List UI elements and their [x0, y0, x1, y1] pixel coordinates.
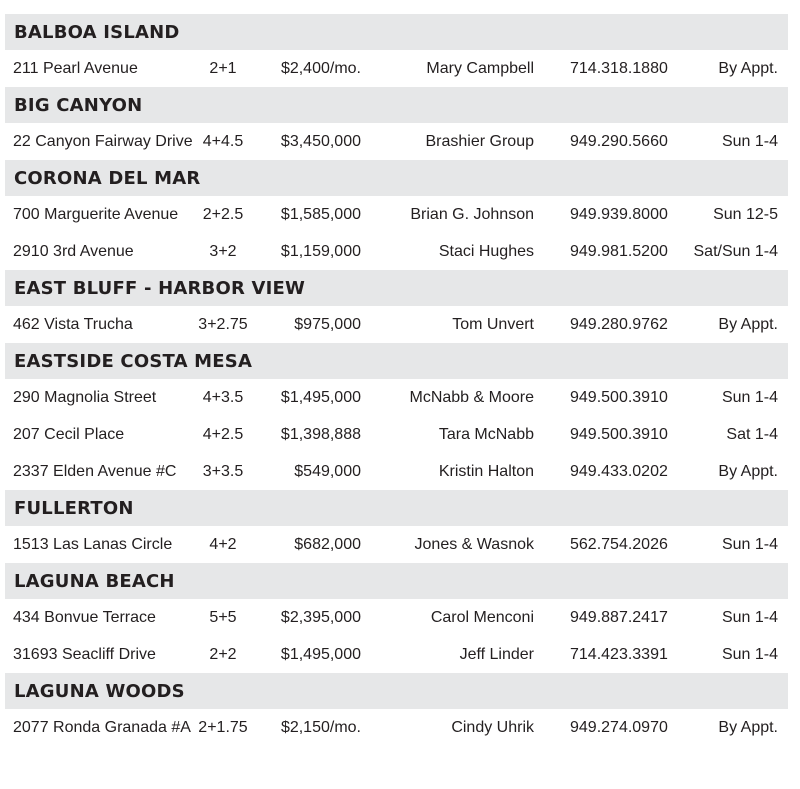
listing-open-time: By Appt.	[718, 718, 778, 736]
listing-beds-baths: 5+5	[209, 608, 237, 626]
listing-row	[5, 233, 788, 270]
listing-beds-baths: 4+4.5	[202, 132, 244, 150]
listing-phone: 949.981.5200	[570, 242, 668, 260]
listing-price: $1,585,000	[280, 205, 361, 223]
listing-open-time: Sun 1-4	[721, 132, 778, 150]
listing-beds-baths: 2+2.5	[202, 205, 244, 223]
listing-beds-baths: 4+2.5	[202, 425, 244, 443]
listing-beds-baths: 2+2	[209, 645, 237, 663]
listing-phone: 562.754.2026	[570, 535, 668, 553]
listing-beds-baths: 2+1	[209, 59, 237, 77]
listing-open-time: Sun 1-4	[721, 388, 778, 406]
listing-phone: 949.433.0202	[570, 462, 668, 480]
open-house-listings	[5, 14, 788, 746]
listing-address: 1513 Las Lanas Circle	[13, 535, 173, 553]
listing-row	[5, 709, 788, 746]
listing-phone: 714.423.3391	[570, 645, 668, 663]
listing-phone: 949.274.0970	[570, 718, 668, 736]
section-header: BIG CANYON	[5, 87, 788, 123]
listing-price: $1,495,000	[280, 645, 361, 663]
listing-phone: 949.290.5660	[570, 132, 668, 150]
listing-address: 290 Magnolia Street	[13, 388, 157, 406]
section-header: EASTSIDE COSTA MESA	[5, 343, 788, 379]
listing-open-time: Sun 12-5	[713, 205, 778, 223]
listing-phone: 949.887.2417	[570, 608, 668, 626]
listing-price: $975,000	[294, 315, 361, 333]
section-header: CORONA DEL MAR	[5, 160, 788, 196]
listing-row	[5, 196, 788, 233]
listing-agent: Cindy Uhrik	[451, 718, 534, 736]
section-header: LAGUNA WOODS	[5, 673, 788, 709]
listing-beds-baths: 3+2	[209, 242, 237, 260]
listing-address: 434 Bonvue Terrace	[13, 608, 156, 626]
listing-price: $2,395,000	[280, 608, 361, 626]
section-header: FULLERTON	[5, 490, 788, 526]
listing-open-time: Sun 1-4	[721, 535, 778, 553]
listing-phone: 949.939.8000	[570, 205, 668, 223]
listing-beds-baths: 3+3.5	[202, 462, 244, 480]
listing-agent: Brashier Group	[425, 132, 534, 150]
listing-row	[5, 123, 788, 160]
listing-address: 207 Cecil Place	[13, 425, 125, 443]
listing-agent: McNabb & Moore	[409, 388, 534, 406]
listing-price: $1,495,000	[280, 388, 361, 406]
listing-row	[5, 50, 788, 87]
listing-address: 2910 3rd Avenue	[13, 242, 134, 260]
listing-price: $2,400/mo.	[280, 59, 361, 77]
listing-price: $2,150/mo.	[280, 718, 361, 736]
listing-address: 700 Marguerite Avenue	[13, 205, 179, 223]
section-header: EAST BLUFF - HARBOR VIEW	[5, 270, 788, 306]
listing-beds-baths: 4+2	[209, 535, 237, 553]
listing-address: 462 Vista Trucha	[13, 315, 133, 333]
section-header: BALBOA ISLAND	[5, 14, 788, 50]
listing-agent: Brian G. Johnson	[410, 205, 534, 223]
section-header: LAGUNA BEACH	[5, 563, 788, 599]
listing-phone: 949.500.3910	[570, 425, 668, 443]
listing-beds-baths: 2+1.75	[198, 718, 248, 736]
listing-agent: Tara McNabb	[438, 425, 534, 443]
listing-row	[5, 416, 788, 453]
listing-row	[5, 306, 788, 343]
listing-phone: 714.318.1880	[570, 59, 668, 77]
listing-agent: Jones & Wasnok	[414, 535, 534, 553]
listing-row	[5, 379, 788, 416]
listing-price: $1,159,000	[280, 242, 361, 260]
listing-open-time: Sat 1-4	[726, 425, 778, 443]
listing-price: $682,000	[294, 535, 361, 553]
listing-open-time: Sun 1-4	[721, 645, 778, 663]
listing-agent: Tom Unvert	[452, 315, 534, 333]
listing-price: $3,450,000	[280, 132, 361, 150]
listing-agent: Staci Hughes	[438, 242, 534, 260]
listing-phone: 949.500.3910	[570, 388, 668, 406]
listing-beds-baths: 3+2.75	[198, 315, 248, 333]
listing-phone: 949.280.9762	[570, 315, 668, 333]
listing-row	[5, 599, 788, 636]
listing-price: $1,398,888	[280, 425, 361, 443]
listing-address: 22 Canyon Fairway Drive	[13, 132, 193, 150]
listing-open-time: By Appt.	[718, 315, 778, 333]
listing-agent: Jeff Linder	[459, 645, 534, 663]
listing-price: $549,000	[294, 462, 361, 480]
listing-agent: Carol Menconi	[430, 608, 534, 626]
listing-address: 2077 Ronda Granada #A	[13, 718, 191, 736]
listing-address: 2337 Elden Avenue #C	[13, 462, 177, 480]
listing-open-time: Sat/Sun 1-4	[693, 242, 778, 260]
listing-agent: Mary Campbell	[426, 59, 534, 77]
listing-beds-baths: 4+3.5	[202, 388, 244, 406]
listing-open-time: Sun 1-4	[721, 608, 778, 626]
listing-agent: Kristin Halton	[438, 462, 534, 480]
listing-address: 211 Pearl Avenue	[13, 59, 138, 77]
listing-row	[5, 636, 788, 673]
listing-open-time: By Appt.	[718, 462, 778, 480]
listing-row	[5, 526, 788, 563]
listing-address: 31693 Seacliff Drive	[13, 645, 156, 663]
listing-open-time: By Appt.	[718, 59, 778, 77]
listing-row	[5, 453, 788, 490]
